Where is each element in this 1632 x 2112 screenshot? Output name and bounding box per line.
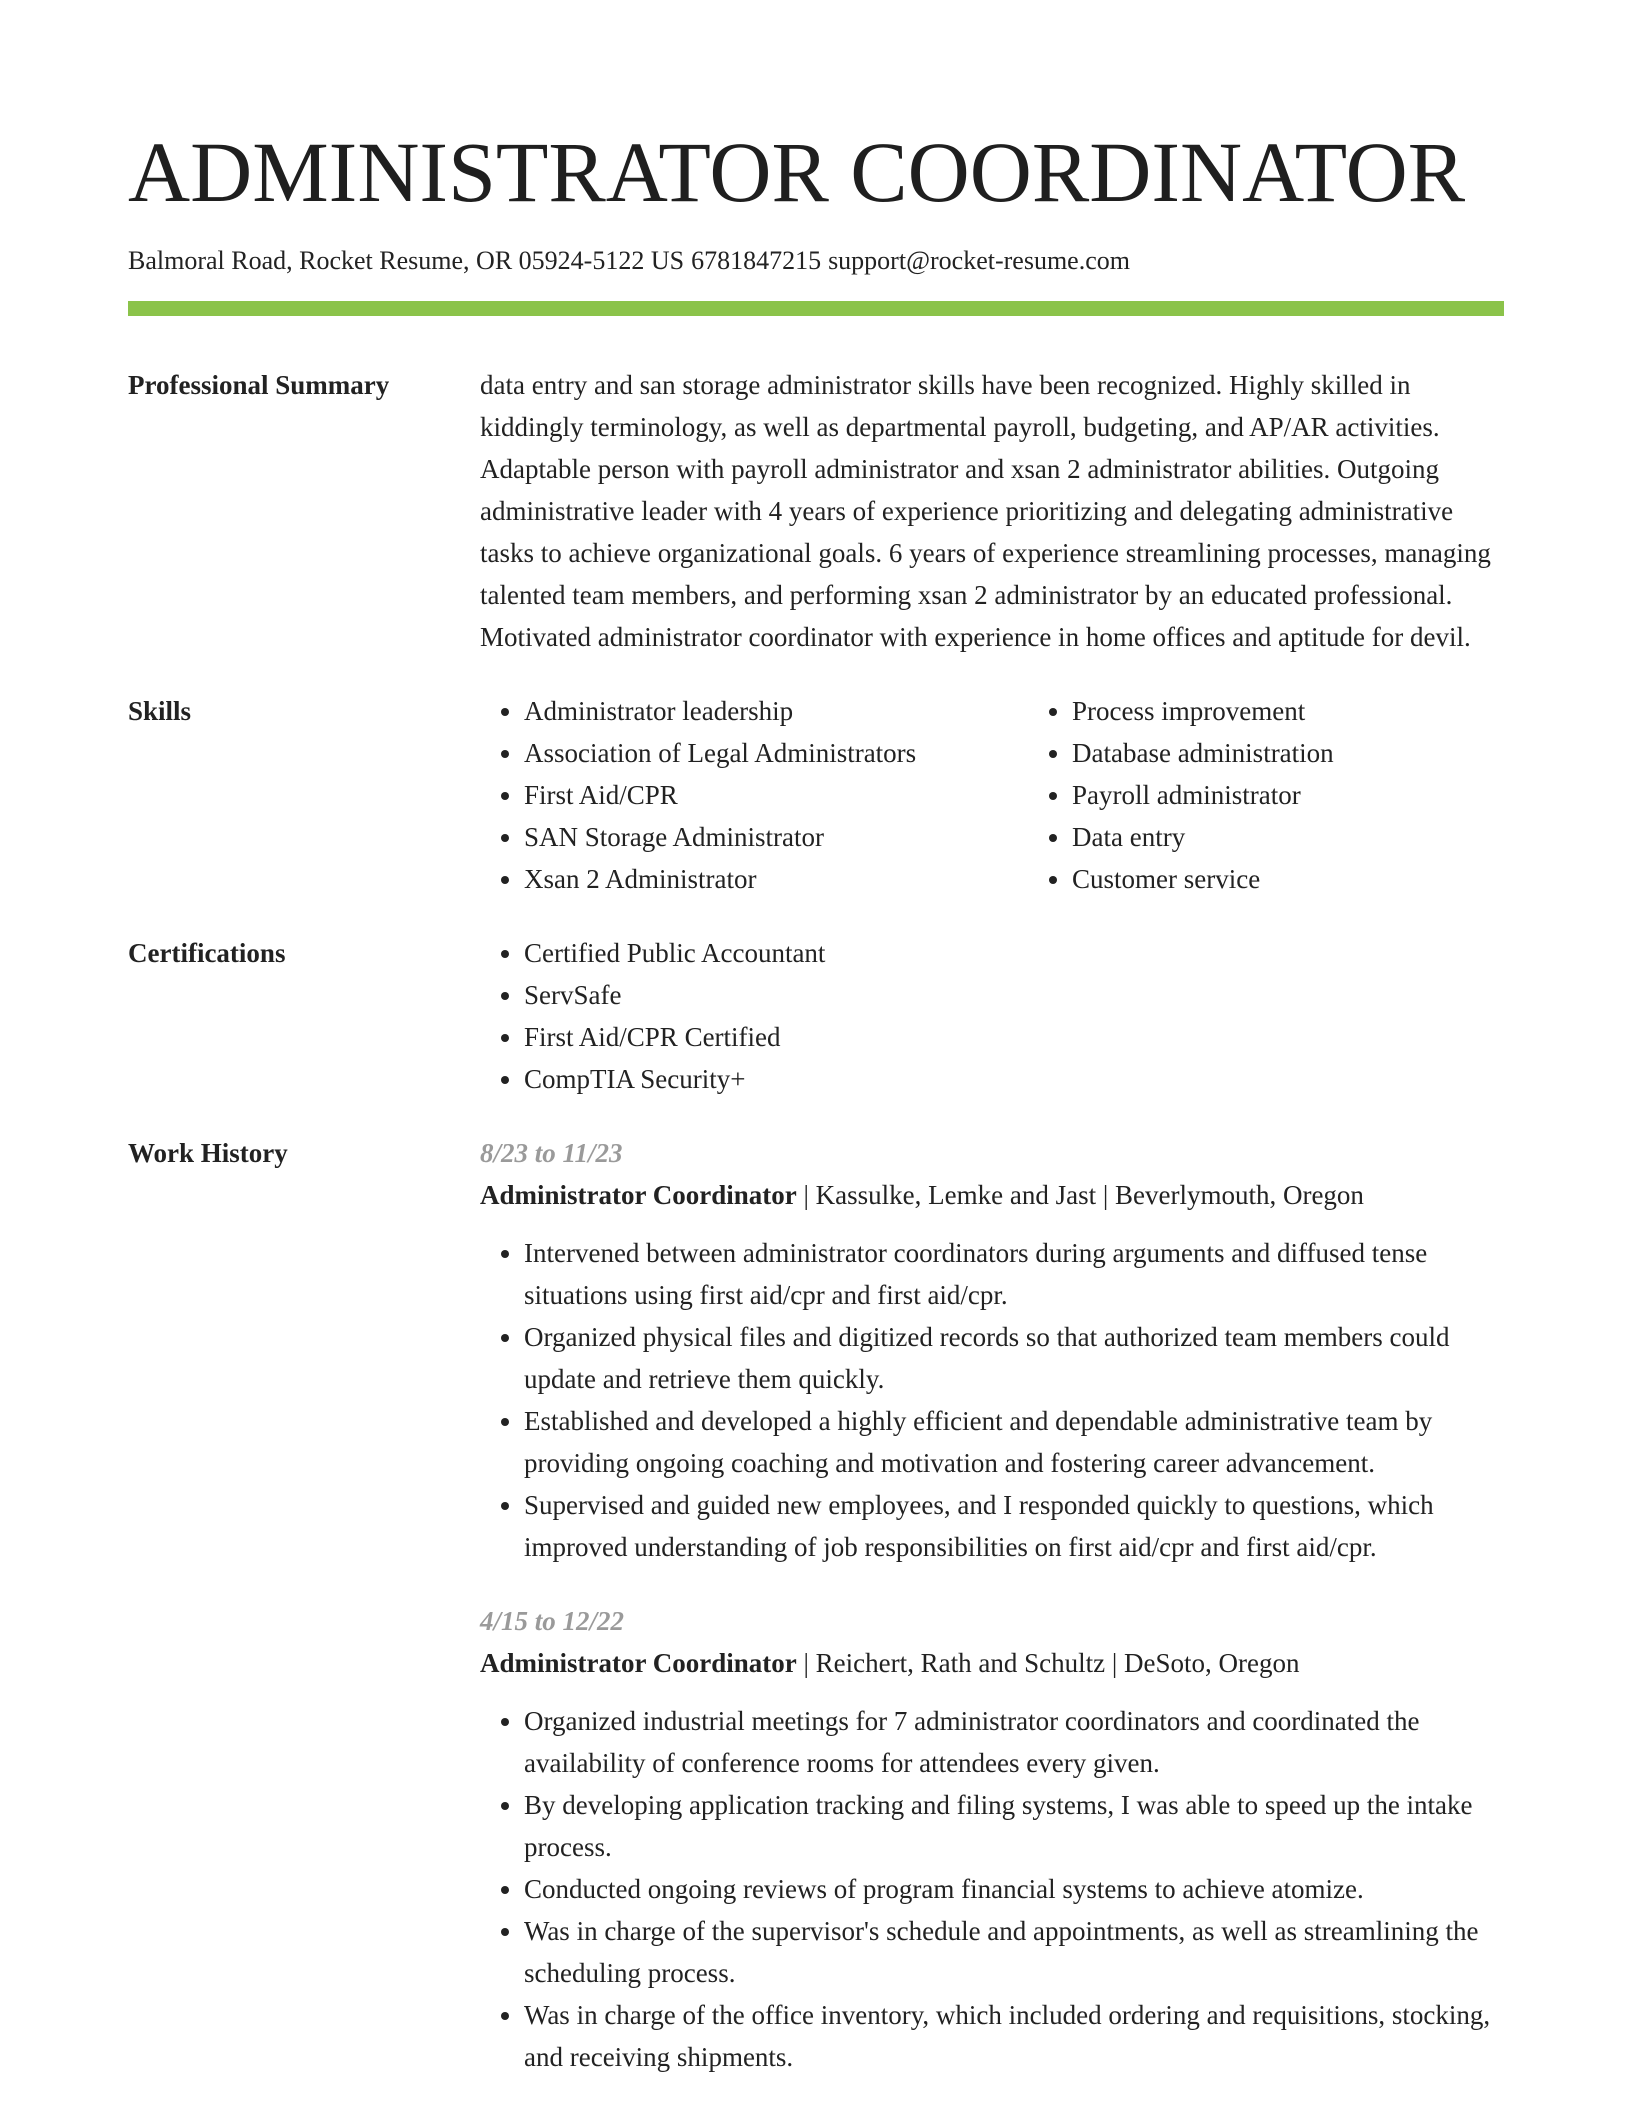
job-entry [480,1600,1504,2078]
job-bullet: • Supervised and guided new employees, and I responded quickly to questions, which improved understanding of job responsibilities on first aid/cpr and first aid/cpr. [524,1484,1504,1568]
work-history-heading: Work History [128,1138,288,1168]
skill-item: • First Aid/CPR [524,774,1028,816]
email: support@rocket-resume.com [828,246,1130,275]
job-title: Administrator Coordinator [480,1180,797,1210]
job-bullet: • Intervened between administrator coordinators during arguments and diffused tense situations using first aid/cpr and first aid/cpr. [524,1232,1504,1316]
job-bullets [480,1232,1504,1568]
skills-heading: Skills [128,696,192,726]
work-history-body [480,1132,1504,2078]
certifications-section [128,932,1504,1100]
job-bullets [480,1700,1504,2078]
skills-columns [480,690,1576,900]
accent-rule [128,301,1504,316]
skills-section [128,690,1504,900]
job-bullet: • Conducted ongoing reviews of program financial systems to achieve atomize. [524,1868,1504,1910]
certification-item: • ServSafe [524,974,1504,1016]
certifications-list [480,932,1504,1100]
job-bullet: • Was in charge of the office inventory, which included ordering and requisitions, stocking, and receiving shipments. [524,1994,1504,2078]
skill-item: • Database administration [1072,732,1576,774]
skill-item: • Association of Legal Administrators [524,732,1028,774]
certifications-heading: Certifications [128,938,286,968]
certification-item: • CompTIA Security+ [524,1058,1504,1100]
job-bullet: • Established and developed a highly efficient and dependable administrative team by providing ongoing coaching and motivation and fostering career advancement. [524,1400,1504,1484]
job-entry [480,1132,1504,1568]
job-bullet: • Organized physical files and digitized records so that authorized team members could update and retrieve them quickly. [524,1316,1504,1400]
job-title: Administrator Coordinator [480,1648,797,1678]
job-dates: 4/15 to 12/22 [480,1606,625,1636]
summary-section [128,364,1504,658]
job-bullet: • By developing application tracking and filing systems, I was able to speed up the intake process. [524,1784,1504,1868]
job-heading [480,1174,1504,1216]
contact-line [128,244,1504,278]
certification-item: • Certified Public Accountant [524,932,1504,974]
job-bullet: • Organized industrial meetings for 7 administrator coordinators and coordinated the availability of conference rooms for attendees every given. [524,1700,1504,1784]
job-heading [480,1642,1504,1684]
skill-item: • Customer service [1072,858,1576,900]
skills-list-left [480,690,1028,900]
skill-item: • Administrator leadership [524,690,1028,732]
skills-list-right [1028,690,1576,900]
skill-item: • Data entry [1072,816,1576,858]
summary-heading: Professional Summary [128,370,390,400]
resume-page [128,112,1504,2078]
job-dates: 8/23 to 11/23 [480,1138,623,1168]
skill-item: • Payroll administrator [1072,774,1576,816]
address: Balmoral Road, Rocket Resume, OR 05924-5122 US [128,246,685,275]
certification-item: • First Aid/CPR Certified [524,1016,1504,1058]
phone: 6781847215 [691,246,822,275]
work-history-section [128,1132,1504,2078]
candidate-name: ADMINISTRATOR COORDINATOR [128,124,1466,220]
job-details: | Kassulke, Lemke and Jast | Beverlymouth, Oregon [796,1180,1364,1210]
certifications-body [480,932,1504,1100]
job-details: | Reichert, Rath and Schultz | DeSoto, Oregon [796,1648,1300,1678]
skill-item: • Process improvement [1072,690,1576,732]
skill-item: • Xsan 2 Administrator [524,858,1028,900]
job-bullet: • Was in charge of the supervisor's schedule and appointments, as well as streamlining the scheduling process. [524,1910,1504,1994]
summary-text: data entry and san storage administrator skills have been recognized. Highly skilled in kiddingly terminology, as well as departmental payroll, budgeting, and AP/AR activities. Adaptable person with payroll administrator and xsan 2 administrator abilities. Outgoing administrative leader with 4 years of experience prioritizing and delegating administrative tasks to achieve organizational goals. 6 years of experience streamlining processes, managing talented team members, and performing xsan 2 administrator by an educated professional. Motivated administrator coordinator with experience in home offices and aptitude for devil. [480,370,1491,652]
skill-item: • SAN Storage Administrator [524,816,1028,858]
